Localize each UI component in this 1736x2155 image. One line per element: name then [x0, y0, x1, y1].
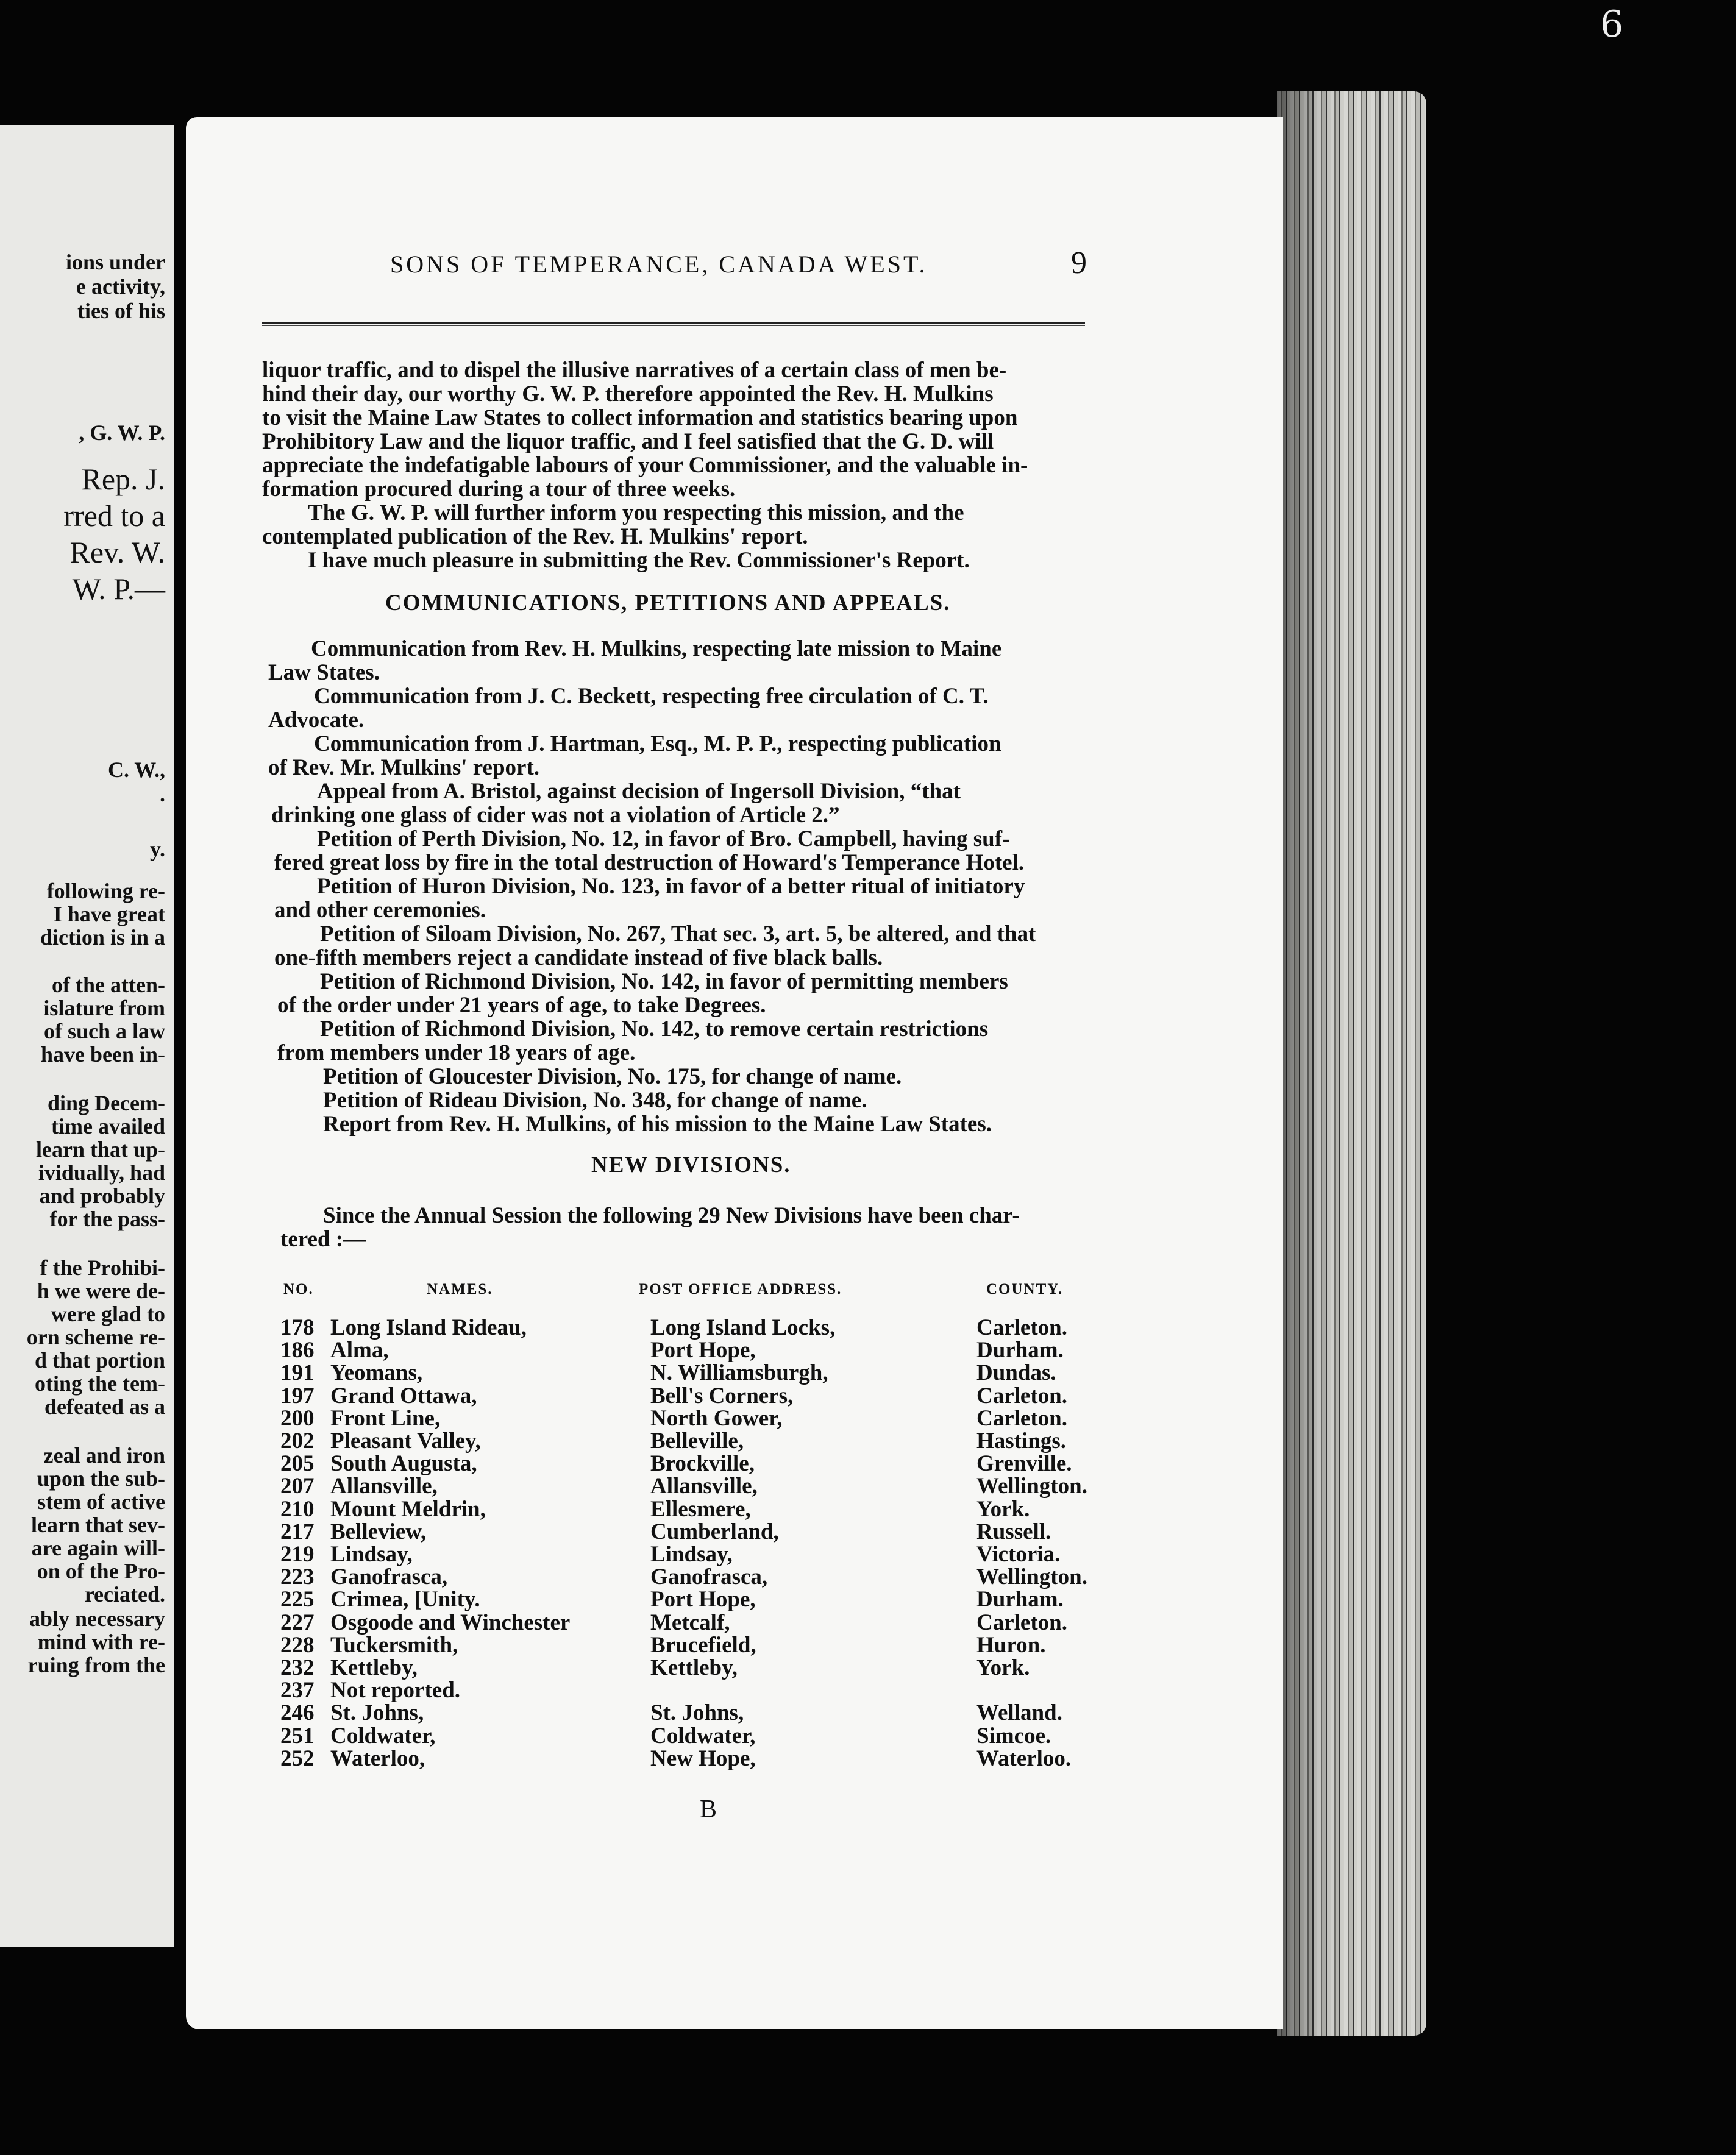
table-row [280, 1519, 1134, 1543]
county: Huron. [976, 1632, 1046, 1658]
post-office-address: Lindsay, [650, 1542, 733, 1567]
communication-line: Law States. [268, 660, 380, 685]
communication-line: Petition of Rideau Division, No. 348, for change of name. [323, 1088, 867, 1113]
left-page-line: on of the Pro- [37, 1559, 165, 1583]
division-name: Crimea, [Unity. [330, 1587, 480, 1613]
communication-line: of Rev. Mr. Mulkins' report. [268, 755, 540, 780]
post-office-address: Port Hope, [650, 1338, 756, 1363]
table-row [280, 1473, 1134, 1497]
left-page-line: rred to a [63, 499, 165, 533]
division-number: 228 [280, 1632, 315, 1658]
county: Simcoe. [976, 1723, 1051, 1748]
communication-line: Appeal from A. Bristol, against decision of Ingersoll Division, “that [317, 779, 961, 804]
post-office-address: Metcalf, [650, 1610, 730, 1635]
communication-line: from members under 18 years of age. [277, 1040, 636, 1065]
table-row [280, 1632, 1134, 1656]
text-line: I have much pleasure in submitting the Rev. Commissioner's Report. [308, 548, 970, 573]
division-name: Mount Meldrin, [330, 1496, 486, 1522]
division-number: 237 [280, 1678, 315, 1703]
division-name: Yeomans, [330, 1360, 423, 1386]
division-number: 200 [280, 1405, 315, 1431]
table-row [280, 1496, 1134, 1521]
left-page-line: reciated. [84, 1582, 165, 1606]
division-name: St. Johns, [330, 1700, 424, 1726]
left-page-line: for the pass- [49, 1207, 165, 1231]
county: Carleton. [976, 1315, 1067, 1340]
communication-line: Communication from J. C. Beckett, respecting free circulation of C. T. [314, 684, 989, 709]
division-name: Grand Ottawa, [330, 1383, 477, 1408]
division-number: 217 [280, 1519, 315, 1544]
table-row [280, 1428, 1134, 1452]
text-line: formation procured during a tour of three weeks. [262, 477, 736, 502]
county: Wellington. [976, 1474, 1087, 1499]
left-page-line: Rep. J. [81, 462, 165, 496]
county: York. [976, 1496, 1030, 1522]
left-page-line: , G. W. P. [79, 421, 165, 445]
communications-heading: COMMUNICATIONS, PETITIONS AND APPEALS. [385, 591, 951, 616]
text-line: appreciate the indefatigable labours of your Commissioner, and the valuable in- [262, 453, 1028, 478]
table-row [280, 1405, 1134, 1430]
left-page-line: of the atten- [52, 973, 165, 997]
post-office-address: New Hope, [650, 1745, 756, 1771]
left-page-line: ding Decem- [48, 1091, 165, 1115]
running-head: SONS OF TEMPERANCE, CANADA WEST. [390, 250, 928, 278]
division-name: Belleview, [330, 1519, 427, 1544]
communication-line: Petition of Perth Division, No. 12, in favor of Bro. Campbell, having suf- [317, 826, 1010, 851]
left-page-line: ividually, had [38, 1160, 165, 1185]
post-office-address: Bell's Corners, [650, 1383, 794, 1408]
left-page-line: I have great [53, 902, 165, 926]
column-header-no: NO. [283, 1281, 314, 1298]
left-page-line: have been in- [40, 1042, 165, 1067]
communication-line: of the order under 21 years of age, to take Degrees. [277, 993, 766, 1018]
table-row [280, 1360, 1134, 1384]
county: Victoria. [976, 1542, 1061, 1567]
text-line: contemplated publication of the Rev. H. Mulkins' report. [262, 524, 808, 549]
communication-line: Communication from Rev. H. Mulkins, respecting late mission to Maine [311, 636, 1002, 661]
left-page-line: diction is in a [40, 925, 165, 950]
post-office-address: Cumberland, [650, 1519, 779, 1544]
post-office-address: North Gower, [650, 1405, 783, 1431]
communication-line: Communication from J. Hartman, Esq., M. P. P., respecting publication [314, 731, 1001, 756]
column-header-county: COUNTY. [986, 1281, 1064, 1298]
division-number: 252 [280, 1745, 315, 1771]
column-header-names: NAMES. [427, 1281, 493, 1298]
text-line: Since the Annual Session the following 29 New Divisions have been char- [323, 1203, 1020, 1228]
county: York. [976, 1655, 1030, 1680]
county: Hastings. [976, 1429, 1067, 1454]
left-page-line: mind with re- [37, 1630, 165, 1654]
gutter-shadow [1277, 91, 1344, 2036]
county: Russell. [976, 1519, 1051, 1544]
text-line: Prohibitory Law and the liquor traffic, and I feel satisfied that the G. D. will [262, 429, 994, 454]
table-row [280, 1450, 1134, 1475]
left-page-line: ions under [65, 250, 165, 274]
post-office-address: Kettleby, [650, 1655, 738, 1680]
post-office-address: Brockville, [650, 1451, 755, 1477]
division-number: 178 [280, 1315, 315, 1340]
post-office-address: Brucefield, [650, 1632, 756, 1658]
division-name: Osgoode and Winchester [330, 1610, 571, 1635]
left-page-line: d that portion [34, 1348, 165, 1372]
division-name: Tuckersmith, [330, 1632, 458, 1658]
division-number: 186 [280, 1338, 315, 1363]
division-number: 210 [280, 1496, 315, 1522]
division-number: 197 [280, 1383, 315, 1408]
division-number: 205 [280, 1451, 315, 1477]
left-page-line: upon the sub- [37, 1466, 165, 1491]
left-page-line: islature from [43, 996, 165, 1020]
post-office-address: St. Johns, [650, 1700, 744, 1726]
communication-line: Petition of Gloucester Division, No. 175, for change of name. [323, 1064, 902, 1089]
post-office-address: Belleville, [650, 1429, 744, 1454]
county: Carleton. [976, 1610, 1067, 1635]
text-line: to visit the Maine Law States to collect information and statistics bearing upon [262, 405, 1018, 430]
county: Wellington. [976, 1564, 1087, 1590]
table-row [280, 1655, 1134, 1679]
division-name: Front Line, [330, 1405, 441, 1431]
communication-line: drinking one glass of cider was not a violation of Article 2.” [271, 803, 840, 828]
post-office-address: Allansville, [650, 1474, 758, 1499]
post-office-address: N. Williamsburgh, [650, 1360, 828, 1386]
division-name: Coldwater, [330, 1723, 436, 1748]
division-name: Alma, [330, 1338, 389, 1363]
text-line: hind their day, our worthy G. W. P. therefore appointed the Rev. H. Mulkins [262, 382, 994, 407]
left-page-line: ruing from the [27, 1653, 165, 1677]
table-row [280, 1745, 1134, 1770]
division-number: 219 [280, 1542, 315, 1567]
page-number: 9 [1071, 246, 1087, 280]
left-page-line: f the Prohibi- [40, 1255, 165, 1280]
county: Welland. [976, 1700, 1062, 1726]
post-office-address: Ganofrasca, [650, 1564, 768, 1590]
division-number: 246 [280, 1700, 315, 1726]
division-name: Not reported. [330, 1678, 461, 1703]
county: Durham. [976, 1338, 1064, 1363]
table-row [280, 1564, 1134, 1588]
new-divisions-heading: NEW DIVISIONS. [591, 1152, 791, 1177]
division-name: Pleasant Valley, [330, 1429, 481, 1454]
division-name: Long Island Rideau, [330, 1315, 527, 1340]
left-page-line: orn scheme re- [26, 1325, 165, 1349]
left-page-line: ties of his [77, 299, 165, 323]
division-number: 251 [280, 1723, 315, 1748]
table-row [280, 1383, 1134, 1407]
left-page-line: . [160, 782, 165, 806]
communication-line: Report from Rev. H. Mulkins, of his mission to the Maine Law States. [323, 1112, 992, 1137]
table-row [280, 1677, 1134, 1702]
communication-line: Petition of Siloam Division, No. 267, That sec. 3, art. 5, be altered, and that [320, 921, 1036, 946]
left-page-line: defeated as a [44, 1394, 165, 1419]
table-row [280, 1315, 1134, 1339]
county: Dundas. [976, 1360, 1056, 1386]
communication-line: Petition of Richmond Division, No. 142, in favor of permitting members [320, 969, 1008, 994]
text-line: The G. W. P. will further inform you respecting this mission, and the [308, 500, 964, 525]
post-office-address: Long Island Locks, [650, 1315, 836, 1340]
table-row [280, 1610, 1134, 1634]
table-row [280, 1700, 1134, 1724]
post-office-address: Ellesmere, [650, 1496, 751, 1522]
division-number: 202 [280, 1429, 315, 1454]
table-row [280, 1337, 1134, 1362]
corner-mark: 6 [1600, 3, 1624, 46]
left-page-line: W. P.— [72, 572, 165, 606]
table-row [280, 1723, 1134, 1747]
county: Waterloo. [976, 1745, 1072, 1771]
post-office-address: Coldwater, [650, 1723, 756, 1748]
left-page-line: were glad to [51, 1302, 165, 1326]
division-number: 225 [280, 1587, 315, 1613]
communication-line: Petition of Richmond Division, No. 142, to remove certain restrictions [320, 1017, 989, 1042]
left-page-line: following re- [46, 879, 165, 903]
division-name: Kettleby, [330, 1655, 418, 1680]
left-page-line: e activity, [76, 274, 165, 299]
division-name: Allansville, [330, 1474, 438, 1499]
left-page-line: time availed [51, 1114, 165, 1138]
county: Grenville. [976, 1451, 1072, 1477]
left-page-line: learn that sev- [31, 1513, 165, 1537]
division-number: 223 [280, 1564, 315, 1590]
division-number: 232 [280, 1655, 315, 1680]
county: Durham. [976, 1587, 1064, 1613]
communication-line: and other ceremonies. [274, 898, 486, 923]
left-page-line: and probably [39, 1184, 165, 1208]
left-page-line: of such a law [43, 1019, 165, 1043]
division-number: 207 [280, 1474, 315, 1499]
communication-line: one-fifth members reject a candidate instead of five black balls. [274, 945, 883, 970]
division-number: 191 [280, 1360, 315, 1386]
table-row [280, 1586, 1134, 1611]
left-page-line: stem of active [37, 1489, 165, 1514]
text-line: tered :— [280, 1227, 366, 1252]
division-number: 227 [280, 1610, 315, 1635]
signature-mark: B [700, 1795, 717, 1823]
column-header-address: POST OFFICE ADDRESS. [639, 1281, 842, 1298]
left-page-line: zeal and iron [43, 1443, 165, 1468]
left-page-line: C. W., [107, 758, 165, 782]
left-page-line: ably necessary [29, 1606, 165, 1631]
division-name: Waterloo, [330, 1745, 425, 1771]
post-office-address: Port Hope, [650, 1587, 756, 1613]
communication-line: Advocate. [268, 708, 365, 733]
left-page-line: y. [149, 837, 165, 861]
county: Carleton. [976, 1405, 1067, 1431]
header-rule [262, 322, 1085, 326]
left-page-line: h we were de- [37, 1279, 165, 1303]
table-row [280, 1541, 1134, 1566]
text-line: liquor traffic, and to dispel the illusive narratives of a certain class of men be- [262, 358, 1007, 383]
left-page-line: learn that up- [35, 1137, 165, 1162]
county: Carleton. [976, 1383, 1067, 1408]
division-name: Ganofrasca, [330, 1564, 448, 1590]
division-name: South Augusta, [330, 1451, 477, 1477]
left-page-line: are again will- [31, 1536, 165, 1560]
division-name: Lindsay, [330, 1542, 413, 1567]
communication-line: Petition of Huron Division, No. 123, in favor of a better ritual of initiatory [317, 874, 1025, 899]
left-page-line: Rev. W. [69, 535, 165, 569]
communication-line: fered great loss by fire in the total destruction of Howard's Temperance Hotel. [274, 850, 1025, 875]
left-page-line: oting the tem- [35, 1371, 165, 1396]
